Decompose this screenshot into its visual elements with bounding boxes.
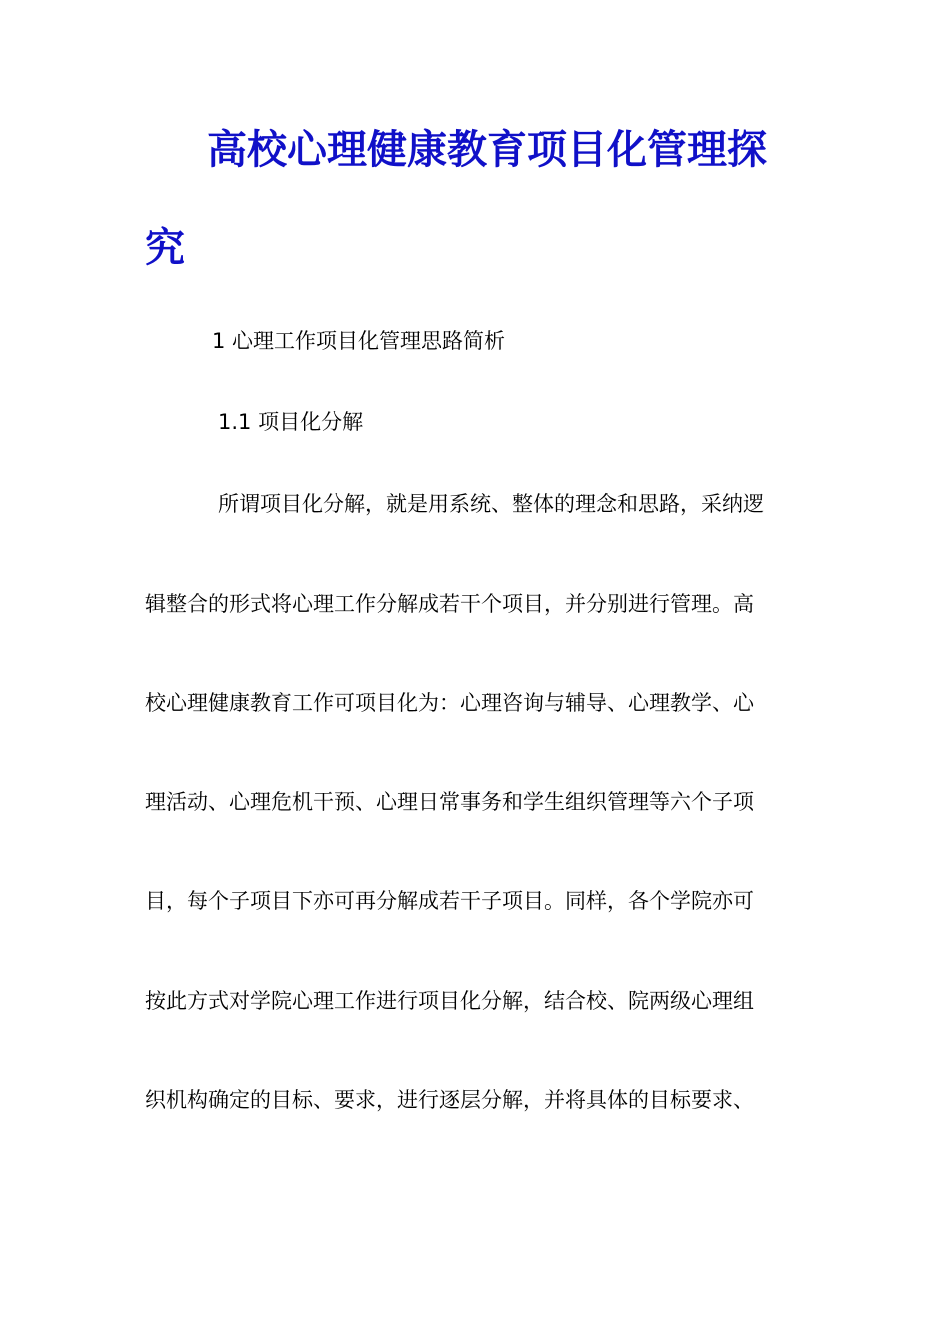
- subsection-heading: 1.1 项目化分解: [218, 410, 364, 434]
- document-title-line-1: 高校心理健康教育项目化管理探: [207, 126, 767, 173]
- document-title-line-2: 究: [145, 224, 185, 271]
- paragraph-line: 按此方式对学院心理工作进行项目化分解，结合校、院两级心理组: [145, 989, 754, 1013]
- paragraph-line: 校心理健康教育工作可项目化为：心理咨询与辅导、心理教学、心: [145, 691, 754, 715]
- paragraph-line: 理活动、心理危机干预、心理日常事务和学生组织管理等六个子项: [145, 790, 754, 814]
- paragraph-line: 辑整合的形式将心理工作分解成若干个项目，并分别进行管理。高: [145, 592, 754, 616]
- paragraph-line: 织机构确定的目标、要求，进行逐层分解，并将具体的目标要求、: [145, 1088, 754, 1112]
- paragraph-line: 所谓项目化分解，就是用系统、整体的理念和思路，采纳逻: [218, 492, 764, 516]
- section-heading: 1 心理工作项目化管理思路简析: [212, 329, 506, 353]
- paragraph-line: 目，每个子项目下亦可再分解成若干子项目。同样，各个学院亦可: [145, 889, 754, 913]
